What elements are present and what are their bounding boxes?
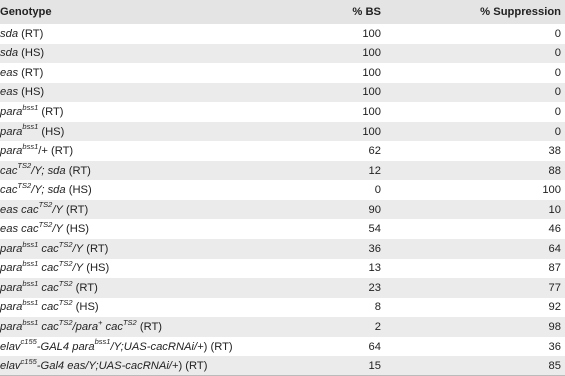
genotype-cell — [0, 102, 255, 122]
genotype-segment: (HS) — [83, 262, 110, 275]
header-bs: % BS — [352, 6, 381, 18]
bs-cell: 2 — [374, 320, 381, 333]
genotype-segment: TS2 — [58, 259, 73, 269]
genotype-segment: sda — [0, 47, 19, 60]
genotype-segment: /+ (RT) — [38, 145, 74, 158]
genotype-segment: (HS) — [18, 86, 45, 99]
genotype-segment: + — [98, 317, 103, 327]
table-row — [0, 161, 565, 181]
genotype-segment: /Y; — [31, 164, 48, 177]
suppression-cell: 0 — [554, 86, 561, 99]
suppression-cell: 98 — [548, 320, 561, 333]
bs-cell: 54 — [368, 223, 381, 236]
genotype-cell — [0, 219, 255, 239]
table-row — [0, 24, 565, 44]
genotype-segment: para — [0, 281, 23, 294]
genotype-segment: -GAL4 para — [36, 340, 95, 353]
genotype-segment: cac — [102, 320, 123, 333]
genotype-segment: /Y;UAS-cacRNAi/+ — [110, 340, 204, 353]
table-row — [0, 259, 565, 279]
table-header — [0, 0, 565, 24]
genotype-segment: (RT) — [18, 27, 44, 40]
genotype-segment: /Y — [72, 262, 84, 275]
table-row — [0, 63, 565, 83]
genotype-cell — [0, 180, 255, 200]
header-row — [0, 0, 565, 24]
genotype-segment: TS2 — [58, 298, 73, 308]
header-genotype: Genotype — [0, 6, 52, 18]
bs-cell: 8 — [374, 301, 381, 314]
genotype-segment: (RT) — [62, 203, 89, 216]
genotype-segment: para — [0, 320, 23, 333]
genotype-segment: (HS) — [72, 301, 99, 314]
genotype-segment: ) (RT) — [178, 359, 208, 372]
suppression-cell: 87 — [548, 262, 561, 275]
genotype-segment: TS2 — [17, 180, 32, 190]
genotype-cell — [0, 356, 255, 376]
genotype-segment: elav — [0, 359, 21, 372]
genotype-segment: para — [0, 262, 23, 275]
suppression-cell: 0 — [554, 66, 561, 79]
genotype-segment: bss1 — [94, 337, 111, 347]
suppression-cell: 38 — [548, 145, 561, 158]
genotype-cell — [0, 122, 255, 142]
genotype-cell — [0, 200, 255, 220]
genotype-segment: /Y — [72, 242, 84, 255]
genotype-segment: eas — [0, 66, 19, 79]
genotype-segment: eas — [0, 86, 19, 99]
genotype-segment: c155 — [20, 356, 37, 366]
genotype-segment: bss1 — [22, 278, 39, 288]
genotype-cell — [0, 298, 255, 318]
header-suppression: % Suppression — [480, 6, 561, 18]
suppression-cell: 46 — [548, 223, 561, 236]
genotype-cell — [0, 337, 255, 357]
genotype-segment: bss1 — [22, 259, 39, 269]
bs-cell: 100 — [362, 125, 381, 138]
suppression-cell: 0 — [554, 27, 561, 40]
table-row — [0, 298, 565, 318]
genotype-segment: para — [0, 105, 23, 118]
genotype-segment: (RT) — [18, 66, 44, 79]
bs-cell: 100 — [362, 105, 381, 118]
suppression-cell: 77 — [548, 281, 561, 294]
genotype-segment: (RT) — [136, 320, 163, 333]
suppression-cell: 64 — [548, 242, 561, 255]
genotype-cell — [0, 83, 255, 103]
bs-cell: 62 — [368, 145, 381, 158]
genotype-segment: (RT) — [83, 242, 109, 255]
genotype-segment: sda — [0, 27, 19, 40]
genotype-segment: TS2 — [58, 317, 73, 327]
genotype-segment: para — [0, 301, 23, 314]
suppression-cell: 36 — [548, 340, 561, 353]
genotype-segment: sda — [47, 184, 66, 197]
table-row — [0, 180, 565, 200]
table-row — [0, 337, 565, 357]
table-row — [0, 356, 565, 376]
genotype-segment: bss1 — [22, 298, 39, 308]
genotype-segment: TS2 — [122, 317, 137, 327]
table-row — [0, 122, 565, 142]
genotype-segment: cac — [0, 164, 18, 177]
genotype-segment: para — [0, 125, 23, 138]
suppression-cell: 85 — [548, 359, 561, 372]
genotype-segment: bss1 — [22, 102, 39, 112]
suppression-cell: 10 — [548, 203, 561, 216]
genotype-segment: (RT) — [72, 281, 98, 294]
genotype-cell — [0, 239, 255, 259]
bs-cell: 13 — [368, 262, 381, 275]
genotype-cell — [0, 161, 255, 181]
genotype-cell — [0, 317, 255, 337]
table-row — [0, 200, 565, 220]
genotype-segment: -Gal4 eas/Y;UAS-cacRNAi/+ — [36, 359, 179, 372]
table-row — [0, 219, 565, 239]
genotype-segment: TS2 — [38, 220, 53, 229]
genotype-segment: bss1 — [22, 317, 39, 327]
table-row — [0, 141, 565, 161]
genotype-segment: (HS) — [62, 223, 90, 236]
bs-cell: 0 — [374, 184, 381, 197]
genotype-segment: (HS) — [38, 125, 65, 138]
genotype-segment: TS2 — [17, 161, 32, 171]
genotype-segment: TS2 — [58, 239, 73, 249]
genotype-segment: cac — [38, 281, 59, 294]
genotype-segment: TS2 — [58, 278, 73, 288]
genotype-segment: elav — [0, 340, 21, 353]
table-row — [0, 278, 565, 298]
suppression-cell: 0 — [554, 47, 561, 60]
table-row — [0, 102, 565, 122]
table-row — [0, 44, 565, 64]
genotype-segment: cac — [0, 184, 18, 197]
genotype-segment: eas cac — [0, 223, 39, 236]
genotype-segment: para — [0, 145, 23, 158]
suppression-cell: 100 — [542, 184, 561, 197]
genotype-segment: /Y — [52, 203, 63, 216]
genotype-segment: bss1 — [22, 122, 39, 132]
table-row — [0, 317, 565, 337]
genotype-segment: sda — [47, 164, 66, 177]
table-row — [0, 239, 565, 259]
bs-cell: 23 — [368, 281, 381, 294]
bs-cell: 100 — [362, 27, 381, 40]
bs-cell: 64 — [368, 340, 381, 353]
bs-cell: 100 — [362, 66, 381, 79]
bs-cell: 36 — [368, 242, 381, 255]
bs-cell: 15 — [368, 359, 381, 372]
bs-cell: 12 — [368, 164, 381, 177]
genotype-segment: cac — [38, 262, 59, 275]
genotype-segment: cac — [38, 320, 59, 333]
genotype-segment: bss1 — [22, 141, 39, 151]
genotype-segment: TS2 — [38, 200, 53, 210]
genotype-segment: (RT) — [38, 105, 64, 118]
genotype-cell — [0, 24, 255, 44]
genotype-segment: (RT) — [65, 164, 91, 177]
genotype-segment: (HS) — [65, 184, 92, 197]
genotype-cell — [0, 278, 255, 298]
bs-cell: 100 — [362, 86, 381, 99]
suppression-cell: 92 — [548, 301, 561, 314]
genotype-cell — [0, 259, 255, 279]
table-body — [0, 24, 565, 376]
genotype-segment: eas cac — [0, 203, 39, 216]
genotype-segment: /para — [72, 320, 99, 333]
genotype-segment: cac — [38, 242, 59, 255]
bs-cell: 100 — [362, 47, 381, 60]
suppression-cell: 0 — [554, 125, 561, 138]
suppression-cell: 0 — [554, 105, 561, 118]
genotype-cell — [0, 63, 255, 83]
table-row — [0, 83, 565, 103]
genotype-segment: para — [0, 242, 23, 255]
genotype-cell — [0, 44, 255, 64]
genotype-segment: c155 — [20, 337, 37, 347]
genotype-segment: /Y — [52, 223, 63, 236]
genotype-segment: (HS) — [18, 47, 45, 60]
genotype-segment: cac — [38, 301, 59, 314]
genotype-segment: /Y; — [31, 184, 48, 197]
suppression-cell: 88 — [548, 164, 561, 177]
genotype-segment: bss1 — [22, 239, 39, 249]
genotype-segment: ) (RT) — [203, 340, 233, 353]
bs-cell: 90 — [368, 203, 381, 216]
genotype-cell — [0, 141, 255, 161]
